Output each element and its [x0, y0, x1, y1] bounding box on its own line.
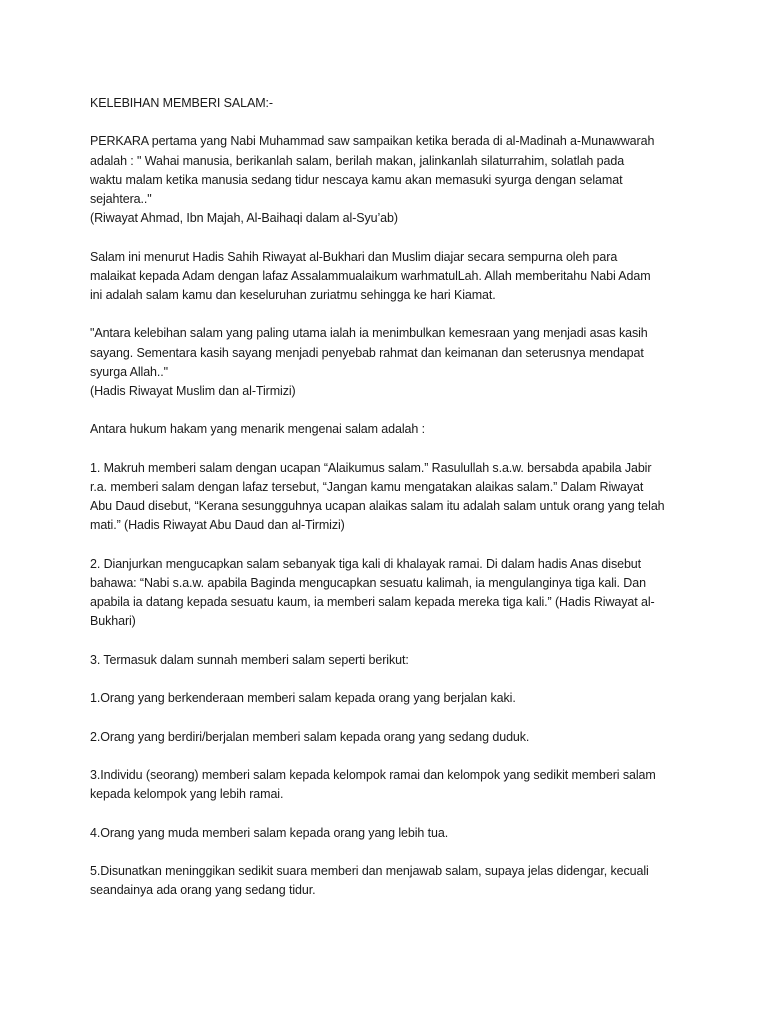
text-line: ini adalah salam kamu dan keseluruhan zuriatmu sehingga ke hari Kiamat. [90, 288, 496, 302]
text-line: 1. Makruh memberi salam dengan ucapan “Alaikumus salam.” Rasulullah s.a.w. bersabda apabila Jabir [90, 460, 652, 475]
paragraph-perkara [90, 132, 668, 228]
sub-item-3 [90, 766, 668, 804]
paragraph-salam-adam [90, 248, 668, 306]
sub-item-1 [90, 689, 668, 708]
list-item-3-sunnah [90, 651, 668, 670]
text-line: kepada kelompok yang lebih ramai. [90, 787, 284, 802]
text-line: 4.Orang yang muda memberi salam kepada orang yang lebih tua. [90, 825, 449, 840]
citation-line: (Riwayat Ahmad, Ibn Majah, Al-Baihaqi dalam al-Syu’ab) [90, 211, 398, 226]
text-line: syurga Allah.." [90, 364, 168, 379]
text-line: bahawa: “Nabi s.a.w. apabila Baginda mengucapkan sesuatu kalimah, ia mengulanginya tiga kali. Dan [90, 575, 646, 590]
text-line: r.a. memberi salam dengan lafaz tersebut, “Jangan kamu mengatakan alaikas salam.” Dalam Riwayat [90, 479, 644, 494]
text-line: Salam ini menurut Hadis Sahih Riwayat al-Bukhari dan Muslim diajar secara sempurna oleh para [90, 249, 618, 264]
text-line: Bukhari) [90, 614, 136, 629]
text-line: PERKARA pertama yang Nabi Muhammad saw sampaikan ketika berada di al-Madinah a-Munawwarah [90, 134, 655, 149]
paragraph-hukum-intro [90, 420, 668, 439]
sub-item-2 [90, 728, 668, 747]
list-item-2-tiga-kali [90, 555, 668, 632]
text-line: 3.Individu (seorang) memberi salam kepada kelompok ramai dan kelompok yang sedikit memberi salam [90, 767, 656, 782]
text-line: sayang. Sementara kasih sayang menjadi penyebab rahmat dan keimanan dan seterusnya mendapat [90, 345, 644, 360]
text-line: seandainya ada orang yang sedang tidur. [90, 883, 316, 898]
text-line: apabila ia datang kepada sesuatu kaum, ia memberi salam kepada mereka tiga kali.” (Hadis Riwayat al- [90, 595, 655, 610]
paragraph-kelebihan-quote [90, 324, 668, 401]
text-line: mati.” (Hadis Riwayat Abu Daud dan al-Tirmizi) [90, 518, 345, 533]
text-line: 5.Disunatkan meninggikan sedikit suara memberi dan menjawab salam, supaya jelas didengar, kecuali [90, 863, 649, 878]
text-line: Antara hukum hakam yang menarik mengenai salam adalah : [90, 422, 425, 437]
citation-line: (Hadis Riwayat Muslim dan al-Tirmizi) [90, 384, 296, 398]
text-line: "Antara kelebihan salam yang paling utama ialah ia menimbulkan kemesraan yang menjadi asas kasih [90, 326, 648, 341]
text-line: KELEBIHAN MEMBERI SALAM:- [90, 96, 273, 110]
text-line: sejahtera.." [90, 192, 152, 206]
text-line: 2. Dianjurkan mengucapkan salam sebanyak tiga kali di khalayak ramai. Di dalam hadis Anas disebut [90, 556, 642, 571]
text-line: malaikat kepada Adam dengan lafaz Assalammualaikum warhmatulLah. Allah memberitahu Nabi Adam [90, 268, 651, 283]
text-line: 3. Termasuk dalam sunnah memberi salam seperti berikut: [90, 652, 409, 667]
sub-item-4 [90, 824, 668, 843]
text-line: 1.Orang yang berkenderaan memberi salam kepada orang yang berjalan kaki. [90, 691, 516, 706]
text-line: 2.Orang yang berdiri/berjalan memberi salam kepada orang yang sedang duduk. [90, 729, 530, 744]
text-line: adalah : " Wahai manusia, berikanlah salam, berilah makan, jalinkanlah silaturrahim, solatlah pada [90, 153, 625, 168]
list-item-1-makruh [90, 459, 668, 536]
text-line: waktu malam ketika manusia sedang tidur nescaya kamu akan memasuki syurga dengan selamat [90, 172, 623, 187]
text-line: Abu Daud disebut, “Kerana sesungguhnya ucapan alaikas salam itu adalah salam untuk orang yang telah [90, 499, 665, 514]
sub-item-5 [90, 862, 668, 900]
document-title [90, 94, 668, 113]
